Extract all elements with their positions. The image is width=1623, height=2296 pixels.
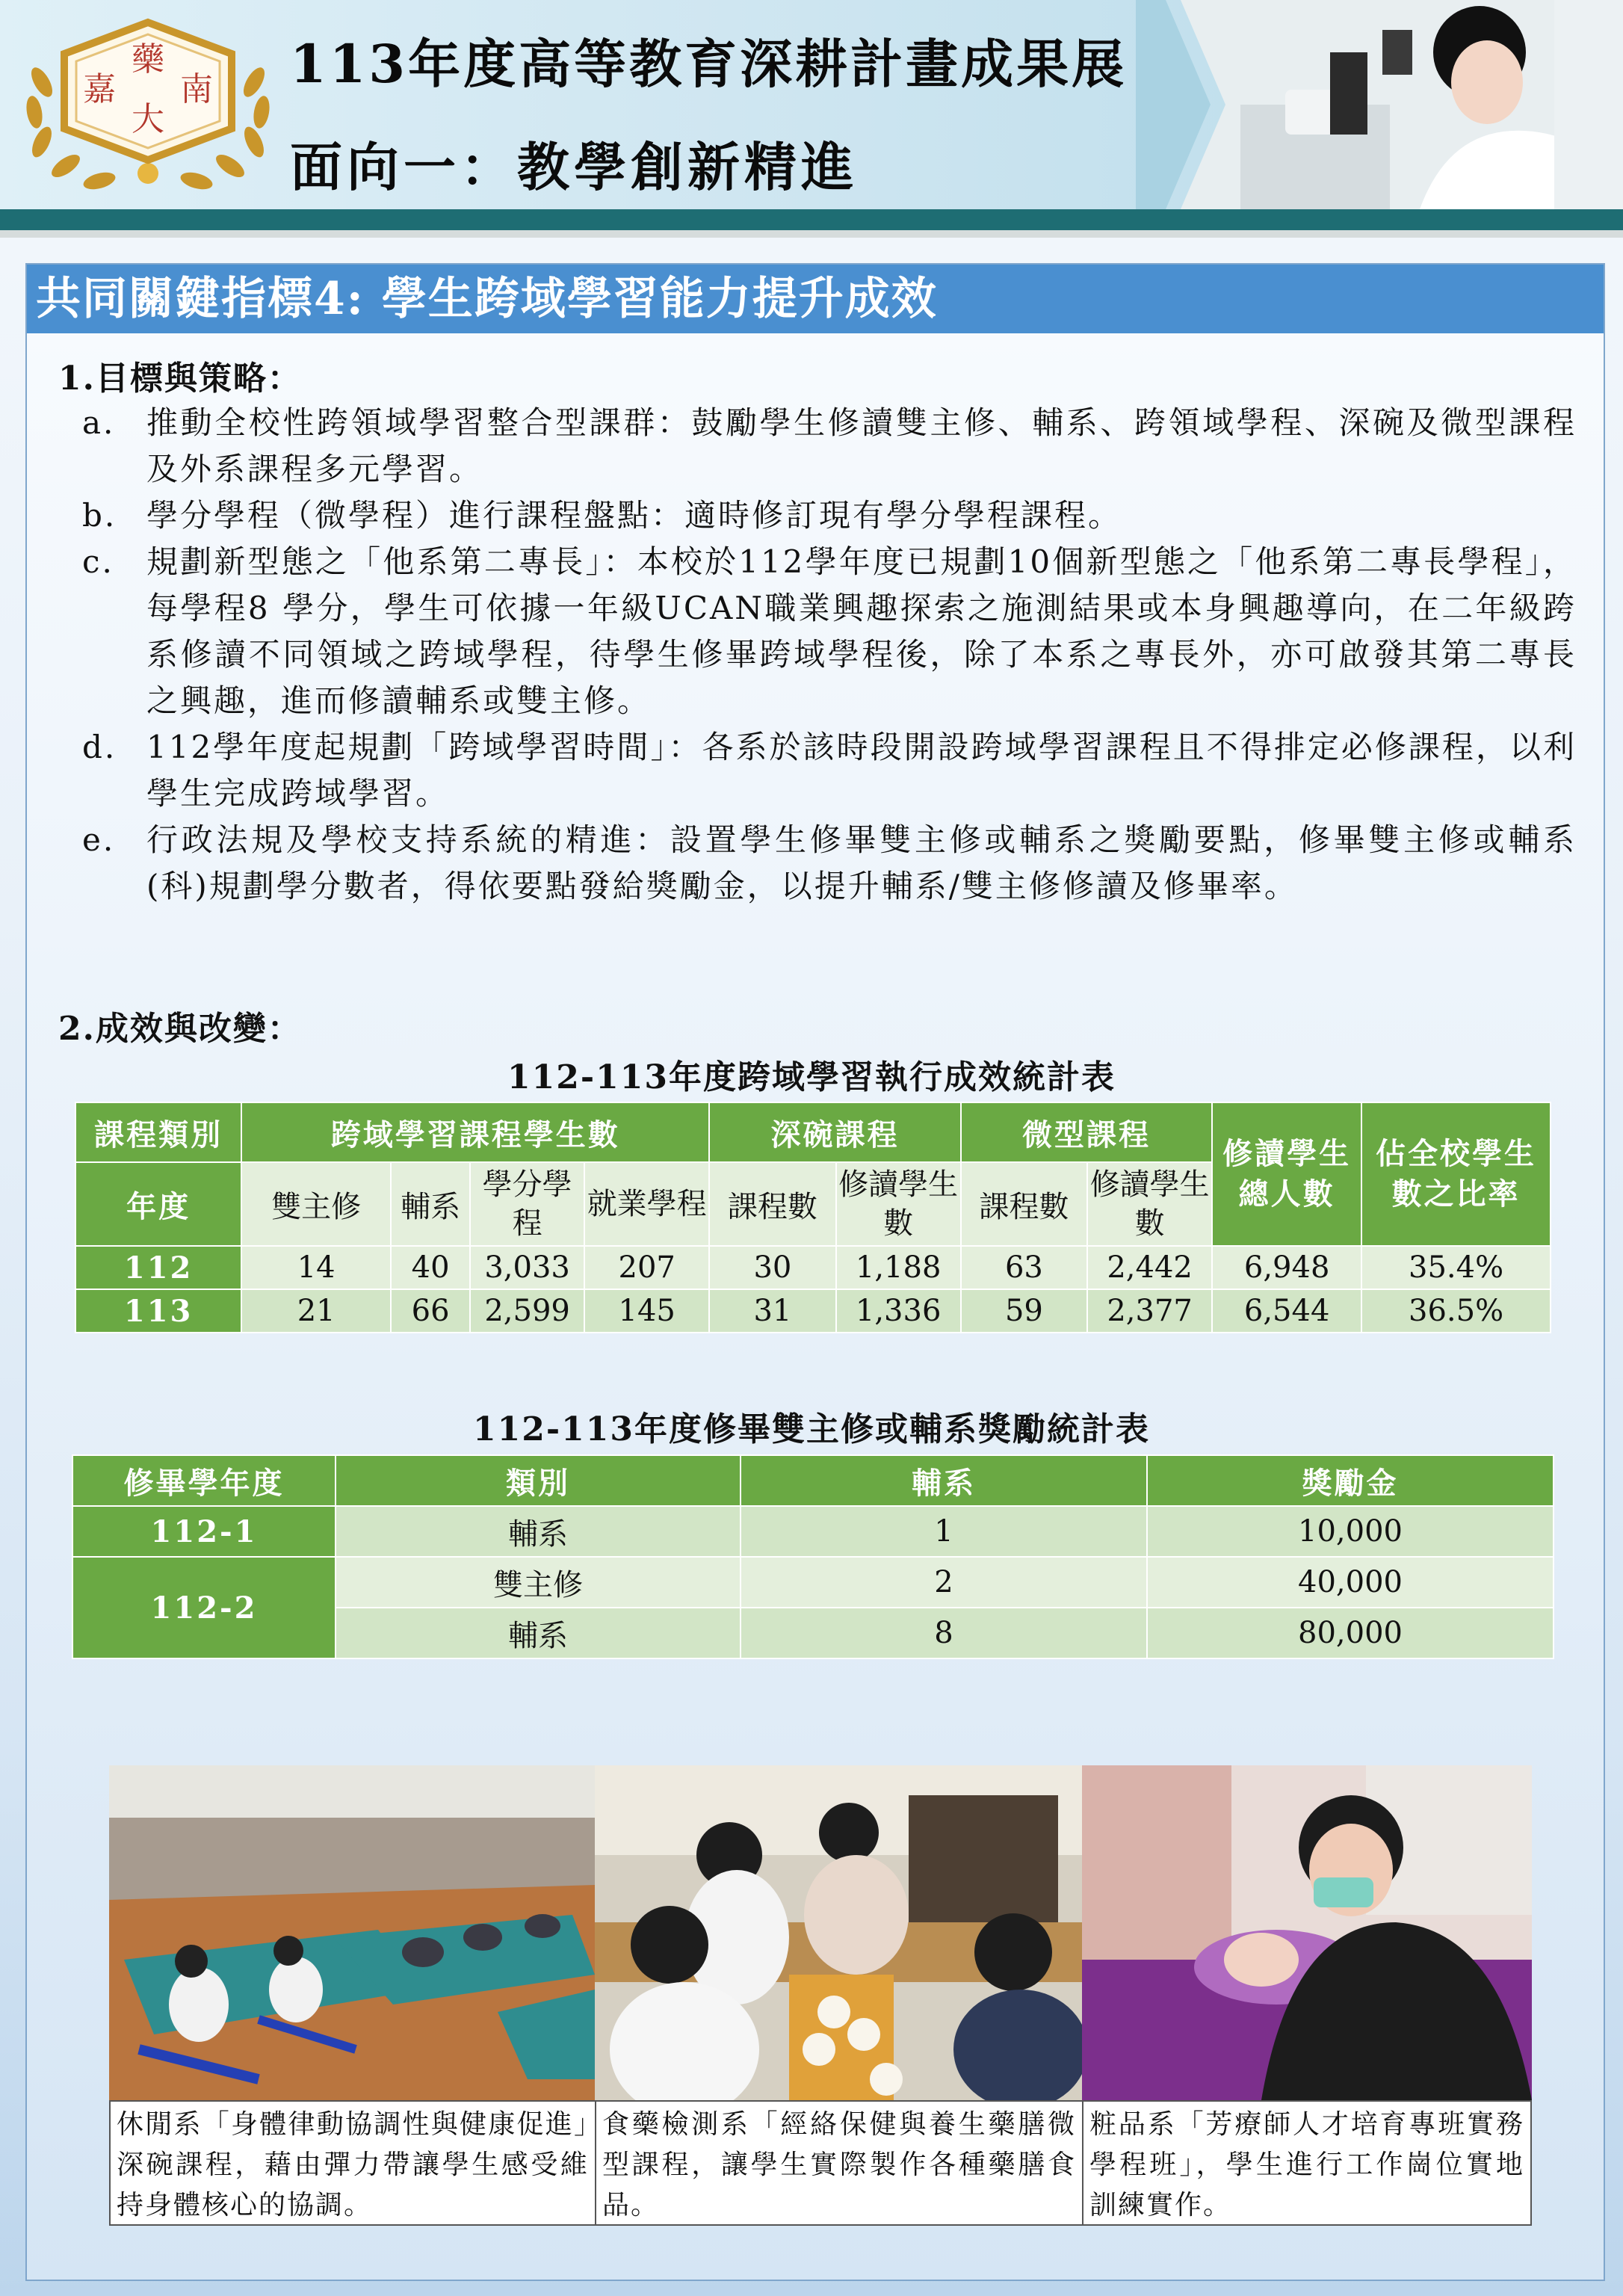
university-logo	[13, 7, 282, 202]
cell: 40	[391, 1246, 470, 1289]
logo-char-left: 嘉	[83, 70, 116, 108]
th-career-program: 就業學程	[584, 1162, 709, 1246]
header-divider	[0, 209, 1623, 230]
cell: 雙主修	[336, 1557, 741, 1608]
row-term: 112-1	[72, 1506, 336, 1557]
list-item	[52, 817, 1577, 910]
th-category: 課程類別	[75, 1102, 241, 1162]
cell: 207	[584, 1246, 709, 1289]
list-text: 112學年度起規劃「跨域學習時間」：各系於該時段開設跨域學習課程且不得排定必修課程，以利學生完成跨域學習。	[146, 729, 1577, 812]
reward-table	[72, 1454, 1554, 1659]
th-cross-students: 跨域學習課程學生數	[241, 1102, 709, 1162]
cell: 6,544	[1212, 1289, 1361, 1333]
table-row	[75, 1246, 1551, 1289]
th-minor: 輔系	[391, 1162, 470, 1246]
panel-title: 共同關鍵指標4: 學生跨域學習能力提升成效	[27, 265, 1604, 333]
cell: 30	[709, 1246, 835, 1289]
cross-learning-table	[75, 1102, 1551, 1333]
cell: 35.4%	[1361, 1246, 1551, 1289]
th-term: 修畢學年度	[72, 1455, 336, 1506]
list-text: 規劃新型態之「他系第二專長」：本校於112學年度已規劃10個新型態之「他系第二專長學程」，每學程8 學分，學生可依據一年級UCAN職業興趣探索之施測結果或本身興趣導向，在二年級跨系修讀不同領域之跨域學程，待學生修畢跨域學程後，除了本系之專長外，亦可啟發其第二專長之興趣，進而修讀輔系或雙主修。	[146, 543, 1577, 719]
th-total-students: 修讀學生總人數	[1212, 1102, 1361, 1246]
table2-caption: 112-113年度修畢雙主修或輔系獎勵統計表	[473, 1410, 1150, 1448]
cell: 14	[241, 1246, 391, 1289]
list-item	[52, 539, 1577, 724]
th-deep-count: 課程數	[709, 1162, 835, 1246]
page-header	[0, 0, 1623, 209]
th-type: 類別	[336, 1455, 741, 1506]
row-year: 113	[75, 1289, 241, 1333]
th-amount: 獎勵金	[1147, 1455, 1554, 1506]
list-item	[52, 400, 1577, 493]
photo-caption: 食藥檢測系「經絡保健與養生藥膳微型課程，讓學生實際製作各種藥膳食品。	[595, 2100, 1083, 2226]
cell: 36.5%	[1361, 1289, 1551, 1333]
th-count: 輔系	[741, 1455, 1147, 1506]
list-marker: e.	[82, 821, 116, 858]
header-title-sub: 面向一：教學創新精進	[290, 136, 858, 198]
row-year: 112	[75, 1246, 241, 1289]
th-micro-count: 課程數	[961, 1162, 1087, 1246]
header-title-main: 113年度高等教育深耕計畫成果展	[290, 33, 1128, 95]
results-heading: 2.成效與改變：	[58, 1010, 302, 1048]
strategy-list	[52, 400, 1577, 910]
cell: 59	[961, 1289, 1087, 1333]
cell: 輔系	[336, 1608, 741, 1658]
logo-char-top: 藥	[132, 40, 164, 78]
list-item	[52, 493, 1577, 539]
cell: 3,033	[470, 1246, 584, 1289]
logo-char-right: 南	[180, 70, 213, 108]
th-micro-course: 微型課程	[961, 1102, 1212, 1162]
photo-caption: 粧品系「芳療師人才培育專班實務學程班」，學生進行工作崗位實地訓練實作。	[1082, 2100, 1532, 2226]
header-divider-light	[0, 230, 1623, 238]
cell: 1,336	[836, 1289, 961, 1333]
th-double-major: 雙主修	[241, 1162, 391, 1246]
list-text: 推動全校性跨領域學習整合型課群：鼓勵學生修讀雙主修、輔系、跨領域學程、深碗及微型課程及外系課程多元學習。	[146, 404, 1577, 487]
row-term: 112-2	[72, 1557, 336, 1658]
th-deep-students: 修讀學生數	[836, 1162, 961, 1246]
cell: 2,377	[1087, 1289, 1212, 1333]
th-credit-program: 學分學程	[470, 1162, 584, 1246]
photo-caption: 休閒系「身體律動協調性與健康促進」深碗課程，藉由彈力帶讓學生感受維持身體核心的協調。	[109, 2100, 596, 2226]
logo-char-bottom: 大	[132, 100, 164, 138]
table-row	[72, 1506, 1554, 1557]
cell: 2	[741, 1557, 1147, 1608]
photo-fitness-class	[109, 1765, 595, 2100]
cell: 21	[241, 1289, 391, 1333]
th-deep-course: 深碗課程	[709, 1102, 960, 1162]
photo-herbal-cooking	[595, 1765, 1082, 2100]
goals-heading: 1.目標與策略：	[58, 359, 302, 398]
list-text: 行政法規及學校支持系統的精進：設置學生修畢雙主修或輔系之獎勵要點，修畢雙主修或輔系(科)規劃學分數者，得依要點發給獎勵金，以提升輔系/雙主修修讀及修畢率。	[146, 821, 1577, 904]
cell: 1	[741, 1506, 1147, 1557]
table-row	[75, 1289, 1551, 1333]
cell: 6,948	[1212, 1246, 1361, 1289]
cell: 63	[961, 1246, 1087, 1289]
cell: 31	[709, 1289, 835, 1333]
cell: 145	[584, 1289, 709, 1333]
cell: 2,599	[470, 1289, 584, 1333]
list-marker: b.	[82, 497, 117, 534]
th-micro-students: 修讀學生數	[1087, 1162, 1212, 1246]
cell: 40,000	[1147, 1557, 1554, 1608]
list-item	[52, 724, 1577, 817]
list-marker: a.	[82, 404, 116, 441]
table1-caption: 112-113年度跨域學習執行成效統計表	[507, 1058, 1116, 1096]
cell: 66	[391, 1289, 470, 1333]
header-lab-photo	[1136, 0, 1623, 209]
cell: 80,000	[1147, 1608, 1554, 1658]
cell: 1,188	[836, 1246, 961, 1289]
cell: 輔系	[336, 1506, 741, 1557]
cell: 8	[741, 1608, 1147, 1658]
cell: 10,000	[1147, 1506, 1554, 1557]
list-marker: c.	[82, 543, 114, 580]
photo-aromatherapy-training	[1082, 1765, 1532, 2100]
list-marker: d.	[82, 729, 117, 765]
th-ratio: 佔全校學生數之比率	[1361, 1102, 1551, 1246]
list-text: 學分學程（微學程）進行課程盤點：適時修訂現有學分學程課程。	[146, 497, 1122, 534]
table-row	[72, 1557, 1554, 1608]
cell: 2,442	[1087, 1246, 1212, 1289]
th-year: 年度	[75, 1162, 241, 1246]
